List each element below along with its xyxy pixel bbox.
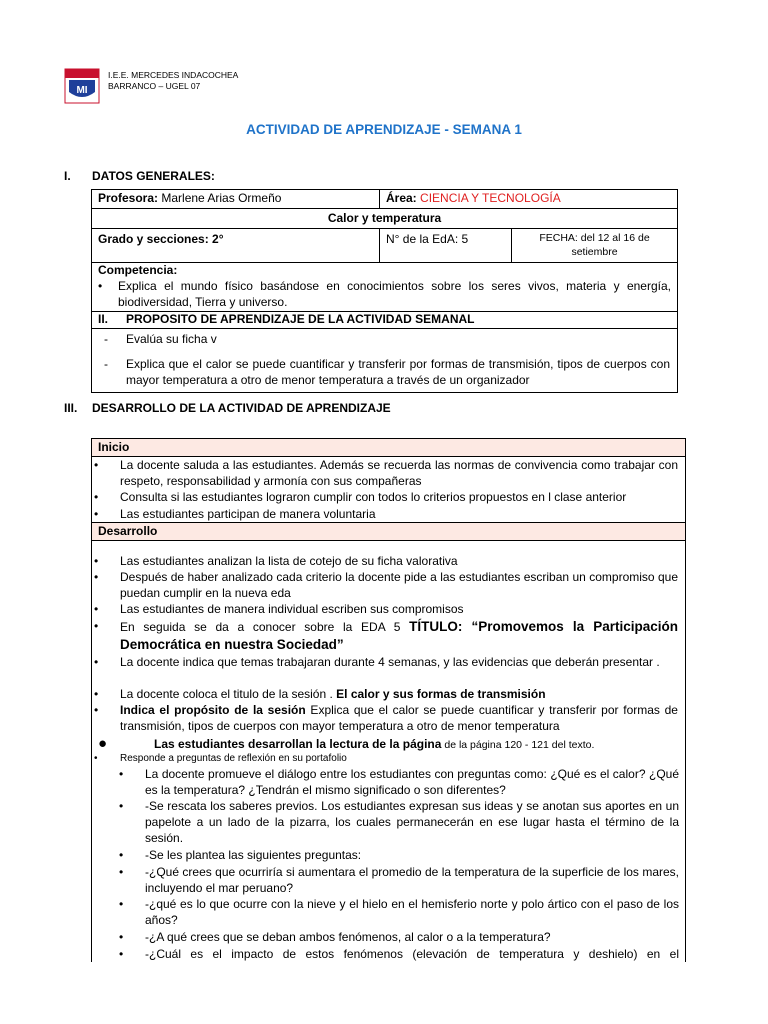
school-location: BARRANCO – UGEL 07 xyxy=(108,81,201,91)
profesora-label: Profesora: xyxy=(98,191,159,205)
competencia-text: Explica el mundo físico basándose en conocimientos sobre los seres vivos, materia y energía, biodiversidad, Tierra y universo. xyxy=(118,279,671,309)
section-2-title: PROPOSITO DE APRENDIZAJE DE LA ACTIVIDAD SEMANAL xyxy=(126,312,475,326)
area-value: CIENCIA Y TECNOLOGÍA xyxy=(416,191,561,205)
svg-text:MI: MI xyxy=(76,85,88,96)
profesora-value: Marlene Arias Ormeño xyxy=(158,191,282,205)
section-1-number: I. xyxy=(64,169,71,183)
dash-icon: - xyxy=(104,332,108,346)
session-title: El calor y sus formas de transmisión xyxy=(336,687,546,701)
sub-item: • -¿Cuál es el impacto de estos fenómenos (elevación de temperatura y deshielo) en el xyxy=(119,947,679,961)
bullet-icon: • xyxy=(94,602,99,616)
school-info xyxy=(108,70,238,92)
bullet-icon: • xyxy=(119,947,124,961)
bullet-icon: • xyxy=(94,687,99,701)
bullet-icon: • xyxy=(94,570,99,584)
bullet-icon: • xyxy=(94,619,99,633)
fecha-cell: FECHA: del 12 al 16 de setiembre xyxy=(539,232,650,258)
bullet-icon: • xyxy=(119,865,124,879)
page-title: ACTIVIDAD DE APRENDIZAJE - SEMANA 1 xyxy=(246,122,522,137)
profesora-cell xyxy=(92,190,379,208)
grado-cell: Grado y secciones: 2° xyxy=(98,232,224,246)
datos-generales-table: Profesora: Marlene Arias Ormeño Área: CIENCIA Y TECNOLOGÍA Calor y temperatura Grado y secciones: 2° N° de la EdA: 5 FECHA: del 12 al 16 de setiembre Competencia: • Explica el mundo físico basándose en conocimientos sobre los seres vivos, materia y energía, biodiversidad, Tierra y universo. II. PROPOSITO DE APRENDIZAJE DE LA ACTIVIDAD SEMANAL - Evalúa su ficha v - Explica que el calor se puede cuantificar y transferir por formas de transmisión, tipos de cuerpos con mayor temperatura a otro de menor temperatura a través de un organizador xyxy=(91,189,678,393)
bullet-icon: • xyxy=(119,930,124,944)
section-1-title: DATOS GENERALES: xyxy=(92,169,215,183)
bullet-icon: • xyxy=(119,897,124,911)
eda-title: TÍTULO: “Promovemos la Participación Democrática en nuestra Sociedad” xyxy=(120,619,678,652)
eda-cell: N° de la EdA: 5 xyxy=(386,232,469,246)
section-3-title: DESARROLLO DE LA ACTIVIDAD DE APRENDIZAJE xyxy=(92,401,391,415)
bullet-icon: • xyxy=(94,458,99,472)
bullet-icon: • xyxy=(94,703,99,717)
bullet-icon: • xyxy=(94,753,98,764)
desarrollo-table: Inicio • La docente saluda a las estudiantes. Además se recuerda las normas de convivencia como trabajar con respeto, responsabilidad y armonía con sus compañeras • Consulta si las estudiantes lograron cumplir con todos lo criterios propuestos en l clase anterior • Las estudiantes participan de manera voluntaria Desarrollo • Las estudiantes analizan la lista de cotejo de su ficha valorativa • Después de haber analizado cada criterio la docente pide a las estudiantes escriban un compromiso que puedan cumplir en la nueva eda • Las estudiantes de manera individual escriben sus compromisos • En seguida se da a conocer sobre la EDA 5 TÍTULO: “Promovemos la Participación Democrática en nuestra Sociedad” • La docente indica que temas trabajaran durante 4 semanas, y las evidencias que deberán presentar . • La docente coloca el titulo de la sesión . El calor y sus formas de transmisión • Indica el propósito de la sesión Explica que el calor se puede cuantificar y transferir por formas de transmisión, tipos de cuerpos con mayor temperatura a otro de menor temperatura ● Las estudiantes desarrollan la lectura de la página de la página 120 - 121 del texto. • Responde a preguntas de reflexión en su portafolio • La docente promueve el diálogo entre los estudiantes con preguntas como: ¿Qué es el calor? ¿Qué es la temperatura? ¿Tendrán el mismo significado o son diferentes? • -Se rescata los saberes previos. Los estudiantes expresan sus ideas y se anotan sus aportes en un papelote a un lado de la pizarra, los cuales permanecerán en ese lugar hasta el término de la sesión. • -Se les plantea las siguientes preguntas: • -¿Qué crees que ocurriría si aumentara el promedio de la temperatura de la superficie de los mares, incluyendo el mar peruano? • -¿qué es lo que ocurre con la nieve y el hielo en el hemisferio norte y polo ártico con el paso de los años? • -¿A qué crees que se deban ambos fenómenos, al calor o a la temperatura? • -¿Cuál es el impacto de estos fenómenos (elevación de temperatura y deshielo) en el xyxy=(91,438,686,962)
bullet-icon: • xyxy=(119,848,124,862)
section-2-number: II. xyxy=(98,312,109,326)
competencia-label: Competencia: xyxy=(98,263,178,277)
bullet-icon: • xyxy=(119,799,124,813)
desarrollo-band: Desarrollo xyxy=(92,523,685,540)
bullet-icon: • xyxy=(94,554,99,568)
school-name: I.E.E. MERCEDES INDACOCHEA xyxy=(108,70,239,80)
bullet-icon: • xyxy=(119,767,124,781)
school-logo xyxy=(64,68,100,104)
area-cell xyxy=(380,190,677,208)
bullet-icon: • xyxy=(98,279,103,293)
bullet-icon: ● xyxy=(98,735,108,752)
topic-cell: Calor y temperatura xyxy=(327,211,442,225)
area-label: Área: xyxy=(386,191,417,205)
section-2-heading xyxy=(92,311,677,328)
bullet-icon: • xyxy=(94,490,99,504)
competencia-cell xyxy=(92,263,677,311)
section-3-number: III. xyxy=(64,401,78,415)
bullet-icon: • xyxy=(94,507,99,521)
bullet-icon: • xyxy=(94,655,99,669)
inicio-band: Inicio xyxy=(92,439,685,456)
dash-icon: - xyxy=(104,357,108,371)
